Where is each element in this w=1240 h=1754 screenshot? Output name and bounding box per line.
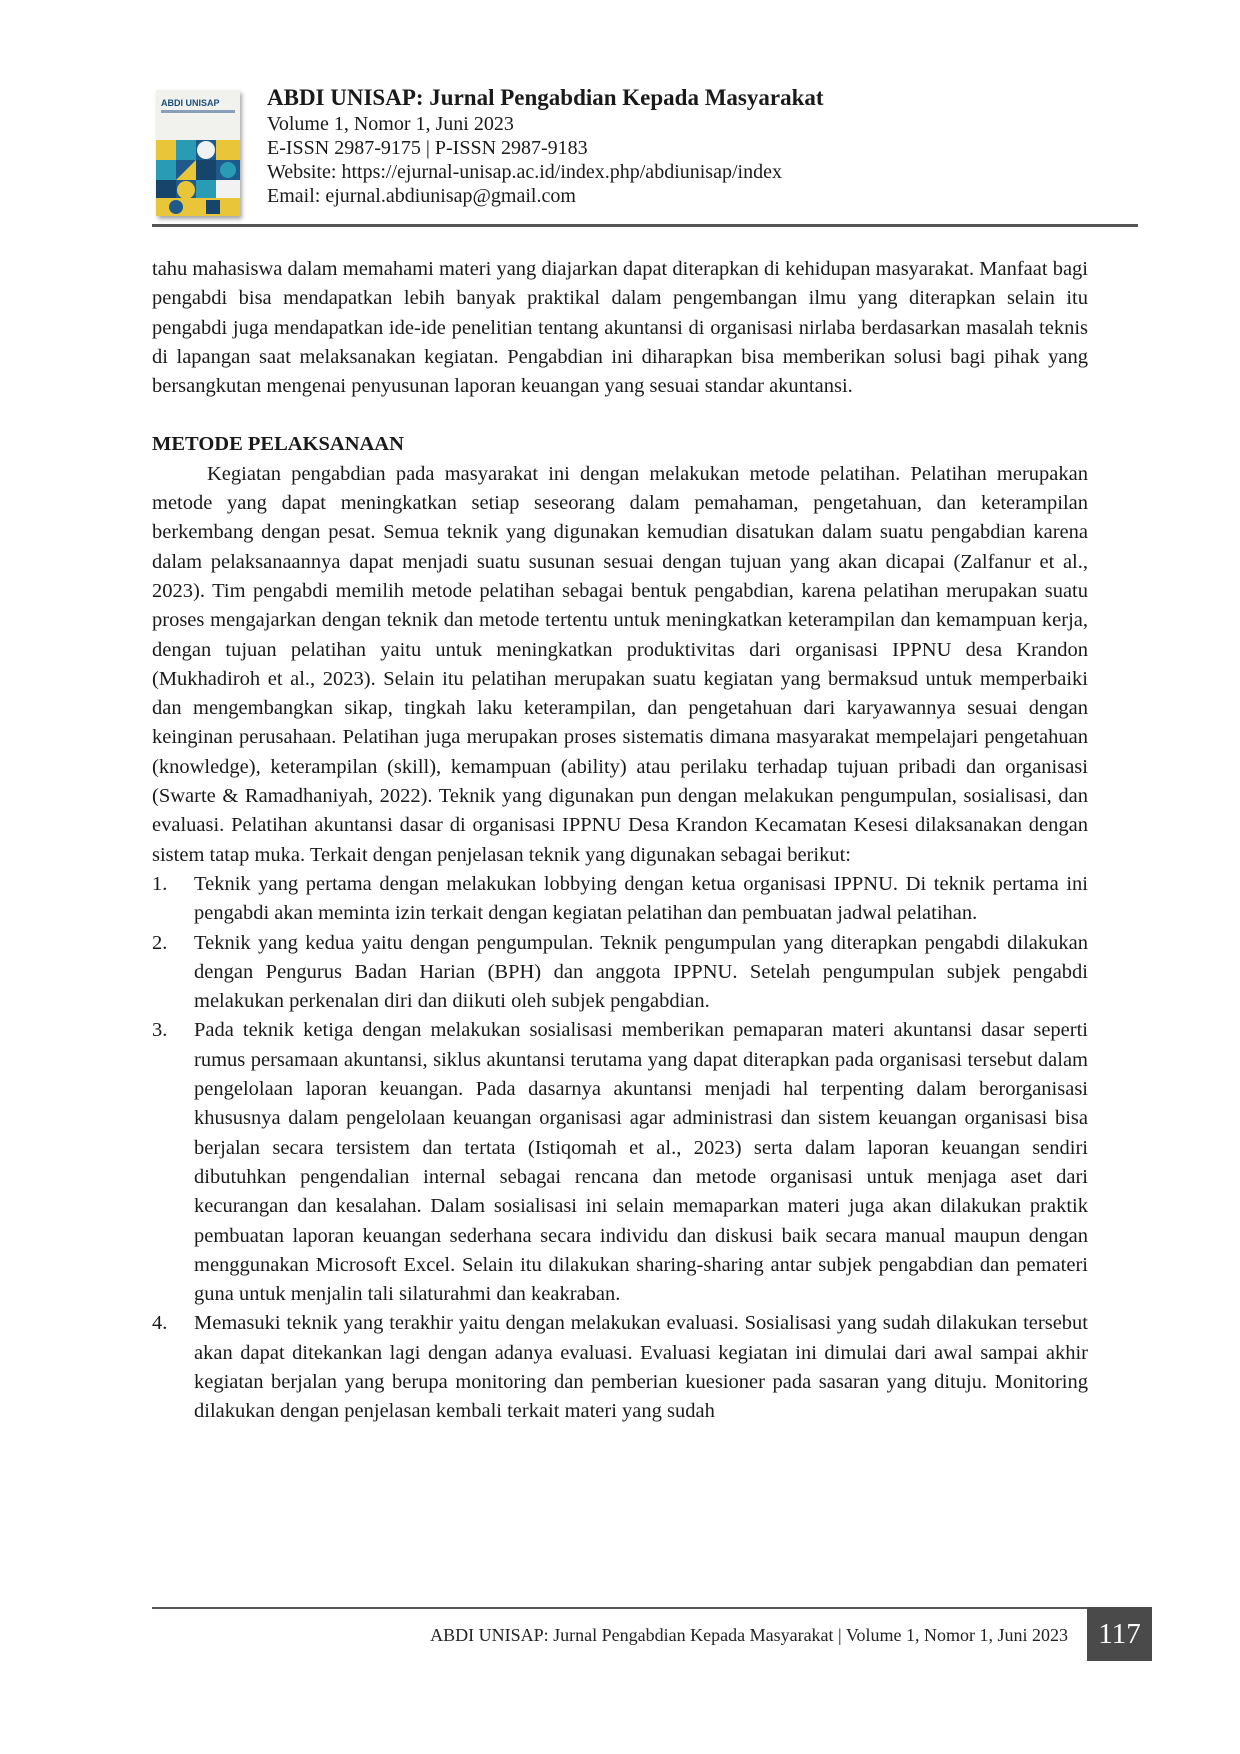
- journal-volume: Volume 1, Nomor 1, Juni 2023: [267, 113, 514, 135]
- cover-art-pattern: [156, 140, 240, 216]
- journal-issn: E-ISSN 2987-9175 | P-ISSN 2987-9183: [267, 137, 588, 159]
- page-number: 117: [1087, 1607, 1152, 1661]
- method-paragraph: Kegiatan pengabdian pada masyarakat ini dengan melakukan metode pelatihan. Pelatihan merupakan metode yang dapat meningkatkan setiap seseorang dalam pemahaman, pengetahuan, dan keterampilan berkembang dengan pesat. Semua teknik yang digunakan kemudian disatukan dalam suatu pengabdian karena dalam pelaksanaannya dapat menjadi suatu susunan sesuai dengan tujuan yang akan dicapai (Zalfanur et al., 2023). Tim pengabdi memilih metode pelatihan sebagai bentuk pengabdian, karena pelatihan merupakan suatu proses mengajarkan dengan teknik dan metode tertentu untuk meningkatkan keterampilan dan kemampuan kerja, dengan tujuan pelatihan yaitu untuk meningkatkan produktivitas dari organisasi IPPNU desa Krandon (Mukhadiroh et al., 2023). Selain itu pelatihan merupakan suatu kegiatan yang bermaksud untuk memperbaiki dan mengembangkan sikap, tingkah laku keterampilan, dan pengetahuan dari karyawannya sesuai dengan keinginan perusahaan. Pelatihan juga merupakan proses sistematis dimana masyarakat mempelajari pengetahuan (knowledge), keterampilan (skill), kemampuan (ability) atau perilaku terhadap tujuan pribadi dan organisasi (Swarte & Ramadhaniyah, 2022). Teknik yang digunakan pun dengan melakukan pengumpulan, sosialisasi, dan evaluasi. Pelatihan akuntansi dasar di organisasi IPPNU Desa Krandon Kecamatan Kesesi dilaksanakan dengan sistem tatap muka. Terkait dengan penjelasan teknik yang digunakan sebagai berikut:: [152, 462, 1088, 866]
- cover-title: ABDI UNISAP: [161, 98, 220, 108]
- footer-divider: [152, 1607, 1088, 1609]
- journal-cover-image: [156, 90, 240, 216]
- journal-info: [267, 84, 824, 208]
- list-item: [152, 929, 1088, 1017]
- list-number: 2.: [152, 931, 168, 954]
- journal-website: Website: https://ejurnal-unisap.ac.id/index.php/abdiunisap/index: [267, 161, 782, 183]
- journal-title: ABDI UNISAP: Jurnal Pengabdian Kepada Masyarakat: [267, 85, 824, 110]
- list-item: [152, 1016, 1088, 1309]
- journal-email: Email: ejurnal.abdiunisap@gmail.com: [267, 185, 576, 207]
- section-heading: METODE PELAKSANAAN: [152, 433, 404, 456]
- list-text: Pada teknik ketiga dengan melakukan sosialisasi memberikan pemaparan materi akuntansi dasar seperti rumus persamaan akuntansi, siklus akuntansi terutama yang dapat diterapkan pada organisasi tersebut dalam pengelolaan laporan keuangan. Pada dasarnya akuntansi menjadi hal terpenting dalam berorganisasi khususnya dalam pengelolaan keuangan organisasi agar administrasi dan sistem keuangan organisasi bisa berjalan secara tersistem dan tertata (Istiqomah et al., 2023) serta dalam laporan keuangan sendiri dibutuhkan pengendalian internal sebagai rencana dan metode organisasi untuk menjaga aset dari kecurangan dan kesalahan. Dalam sosialisasi ini selain memaparkan materi juga akan dilakukan praktik pembuatan laporan keuangan sederhana secara individu dan diskusi baik secara manual maupun dengan menggunakan Microsoft Excel. Selain itu dilakukan sharing-sharing antar subjek pengabdian dan pemateri guna untuk menjalin tali silaturahmi dan keakraban.: [194, 1019, 1088, 1306]
- list-text: Memasuki teknik yang terakhir yaitu dengan melakukan evaluasi. Sosialisasi yang sudah dilakukan tersebut akan dapat ditekankan lagi dengan adanya evaluasi. Evaluasi kegiatan ini dimulai dari awal sampai akhir kegiatan berjalan yang berupa monitoring dan pemberian kuesioner pada sasaran yang dituju. Monitoring dilakukan dengan penjelasan kembali terkait materi yang sudah: [194, 1312, 1088, 1423]
- list-number: 1.: [152, 872, 168, 895]
- list-number: 3.: [152, 1019, 168, 1042]
- list-text: Teknik yang kedua yaitu dengan pengumpulan. Teknik pengumpulan yang diterapkan pengabdi dilakukan dengan Pengurus Badan Harian (BPH) dan anggota IPPNU. Setelah pengumpulan subjek pengabdi melakukan perkenalan diri dan diikuti oleh subjek pengabdian.: [194, 931, 1088, 1013]
- list-item: [152, 1309, 1088, 1426]
- journal-header: [152, 84, 1138, 224]
- footer-citation: ABDI UNISAP: Jurnal Pengabdian Kepada Masyarakat | Volume 1, Nomor 1, Juni 2023: [430, 1625, 1068, 1645]
- list-text: Teknik yang pertama dengan melakukan lobbying dengan ketua organisasi IPPNU. Di teknik pertama ini pengabdi akan meminta izin terkait dengan kegiatan pelatihan dan pembuatan jadwal pelatihan.: [194, 872, 1088, 925]
- list-number: 4.: [152, 1312, 168, 1335]
- header-divider: [152, 224, 1138, 227]
- technique-list: [152, 870, 1088, 1427]
- list-item: [152, 870, 1088, 929]
- article-body: [152, 255, 1088, 1427]
- intro-paragraph: tahu mahasiswa dalam memahami materi yang diajarkan dapat diterapkan di kehidupan masyarakat. Manfaat bagi pengabdi bisa mendapatkan lebih banyak praktikal dalam pengembangan ilmu yang diterapkan selain itu pengabdi juga mendapatkan ide-ide penelitian tentang akuntansi di organisasi nirlaba berdasarkan masalah teknis di lapangan saat melaksanakan kegiatan. Pengabdian ini diharapkan bisa memberikan solusi bagi pihak yang bersangkutan mengenai penyusunan laporan keuangan yang sesuai standar akuntansi.: [152, 258, 1088, 398]
